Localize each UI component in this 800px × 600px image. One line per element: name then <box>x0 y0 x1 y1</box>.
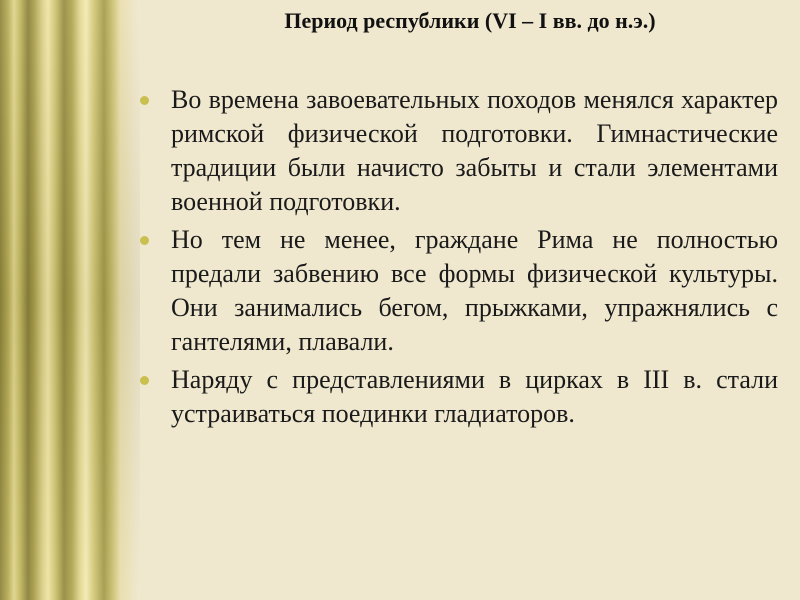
bullet-dot-icon <box>140 96 149 105</box>
list-item-text: Во времена завоевательных походов менялся характер римской физической подготовки. Гимнастические традиции были начисто забыты и стали элементами военной подготовки. <box>171 85 778 216</box>
list-item-text: Но тем не менее, граждане Рима не полностью предали забвению все формы физической культуры. Они занимались бегом, прыжками, упражнялись с гантелями, плавали. <box>171 225 778 356</box>
list-item <box>140 363 778 431</box>
bullet-list <box>140 83 778 435</box>
bullet-dot-icon <box>140 376 149 385</box>
list-item <box>140 83 778 219</box>
bullet-dot-icon <box>140 236 149 245</box>
curtain-decoration <box>0 0 140 600</box>
list-item-text: Наряду с представлениями в цирках в III в. стали устраиваться поединки гладиаторов. <box>171 365 778 428</box>
slide-title: Период республики (VI – I вв. до н.э.) <box>284 8 656 33</box>
list-item <box>140 223 778 359</box>
